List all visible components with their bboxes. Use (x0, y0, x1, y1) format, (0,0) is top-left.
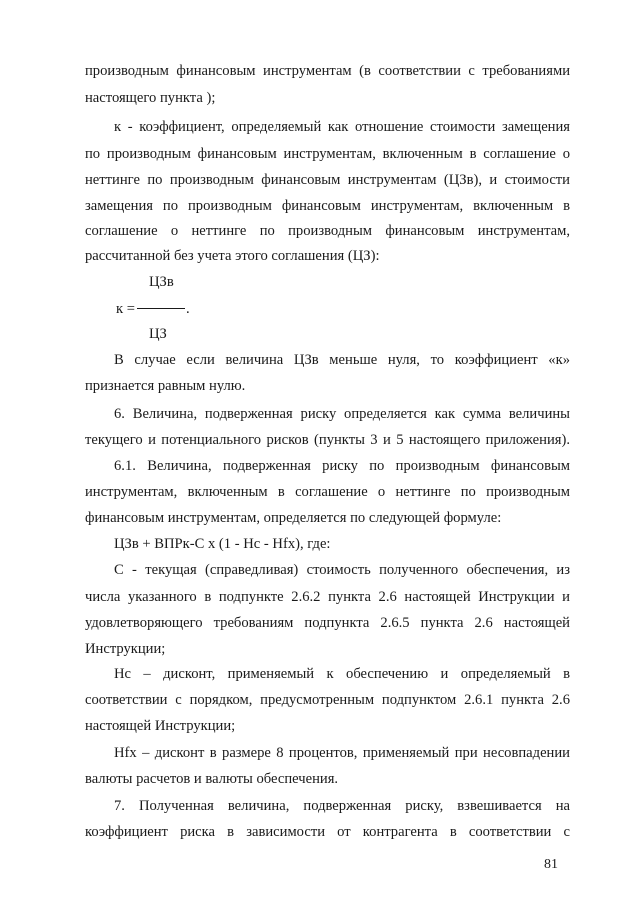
formula-end: . (186, 301, 190, 317)
text-line: финансовым инструментам, определяется по следующей формуле: (85, 510, 502, 526)
formula-denominator: ЦЗ (149, 326, 167, 342)
text-line: соглашение о неттинге по производным финансовым инструментам, (85, 223, 570, 239)
text-line: удовлетворяющего требованиям подпункта 2.6.5 пункта 2.6 настоящей (85, 615, 570, 631)
text-line: инструментам, включенным в соглашение о неттинге по производным (85, 484, 570, 500)
page-number: 81 (544, 857, 558, 872)
text-line: текущего и потенциального рисков (пункты 3 и 5 настоящего приложения). (85, 432, 570, 448)
text-line: коэффициент риска в зависимости от контрагента в соответствии с (85, 824, 570, 840)
formula-numerator: ЦЗв (149, 274, 174, 290)
formula-lhs: к = (116, 301, 135, 317)
text-line: к - коэффициент, определяемый как отношение стоимости замещения (114, 119, 570, 135)
text-line: настоящей Инструкции; (85, 718, 236, 734)
text-line: производным финансовым инструментам (в соответствии с требованиями (85, 63, 570, 79)
fraction-bar (137, 308, 185, 309)
text-line: В случае если величина ЦЗв меньше нуля, то коэффициент «к» (114, 352, 570, 368)
text-line: соответствии с порядком, предусмотренным подпунктом 2.6.1 пункта 2.6 (85, 692, 570, 708)
formula-line: ЦЗв + ВПРк-С х (1 - Нс - Нfx), где: (114, 536, 331, 552)
text-line: признается равным нулю. (85, 378, 246, 394)
text-line: числа указанного в подпункте 2.6.2 пункта 2.6 настоящей Инструкции и (85, 589, 570, 605)
text-line: 6.1. Величина, подверженная риску по производным финансовым (114, 458, 570, 474)
text-line: неттинге по производным финансовым инструментам (ЦЗв), и стоимости (85, 172, 570, 188)
text-line: 6. Величина, подверженная риску определяется как сумма величины (114, 406, 570, 422)
text-line: 7. Полученная величина, подверженная риску, взвешивается на (114, 798, 570, 814)
text-line: Нс – дисконт, применяемый к обеспечению и определяемый в (114, 666, 570, 682)
text-line: Инструкции; (85, 641, 166, 657)
text-line: по производным финансовым инструментам, включенным в соглашение о (85, 146, 570, 162)
text-line: рассчитанной без учета этого соглашения (ЦЗ): (85, 248, 380, 264)
text-line: Нfx – дисконт в размере 8 процентов, применяемый при несовпадении (114, 745, 570, 761)
text-line: замещения по производным финансовым инструментам, включенным в (85, 198, 570, 214)
text-line: С - текущая (справедливая) стоимость полученного обеспечения, из (114, 562, 570, 578)
text-line: настоящего пункта ); (85, 90, 216, 106)
text-line: валюты расчетов и валюты обеспечения. (85, 771, 339, 787)
